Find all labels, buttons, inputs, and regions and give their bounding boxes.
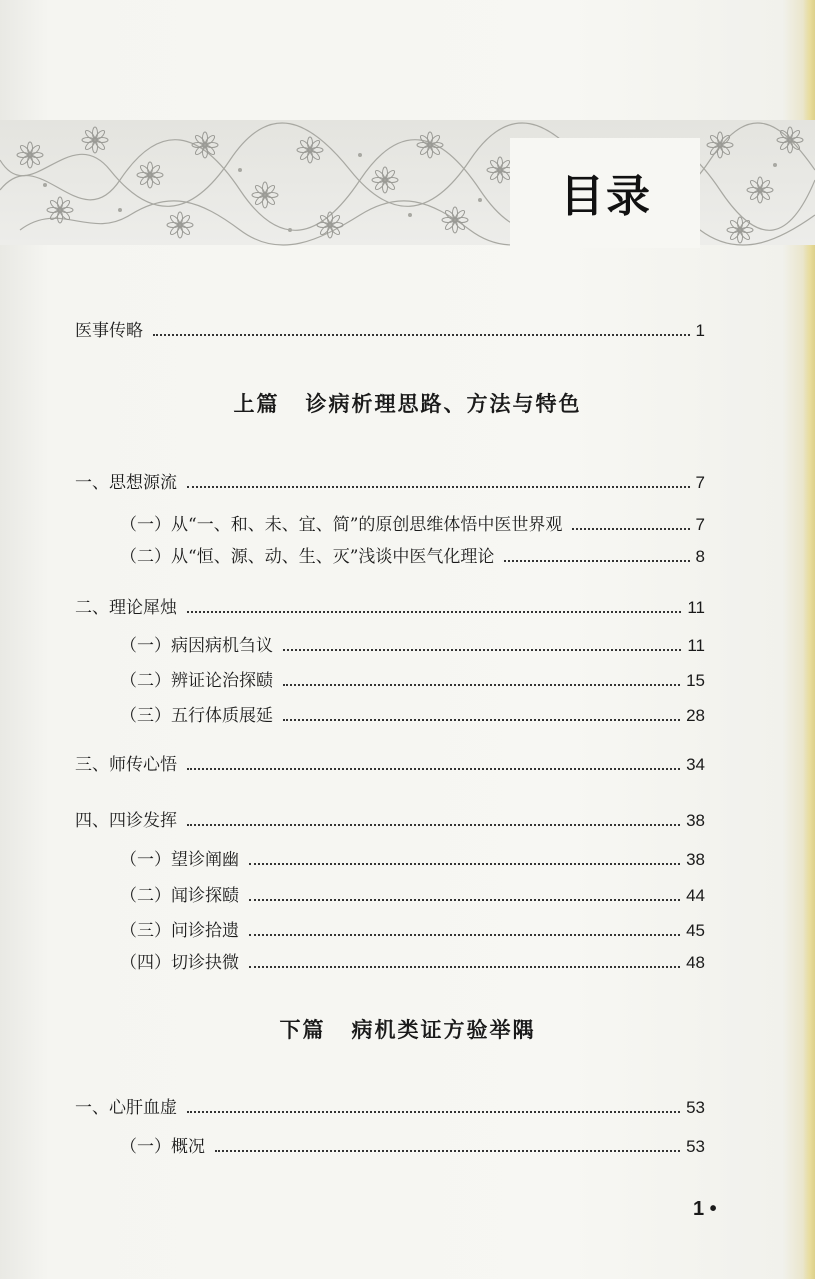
dot-leader: [187, 824, 680, 826]
page-title: 目录: [560, 171, 652, 222]
part-subtitle: 病机类证方验举隅: [351, 1017, 536, 1042]
part-subtitle: 诊病析理思路、方法与特色: [305, 391, 582, 416]
toc-page-number: 38: [686, 850, 705, 869]
toc-entry-label: 医事传略: [75, 321, 143, 341]
toc-entry-front[interactable]: [75, 314, 705, 342]
toc-page-number: 8: [695, 547, 705, 566]
toc-page-number: 28: [686, 706, 705, 725]
toc-page-number: 11: [687, 636, 705, 655]
toc-page-number: 1: [695, 321, 705, 340]
toc-subsection[interactable]: [120, 699, 705, 727]
part-label: 下篇: [279, 1017, 326, 1042]
toc-subsection[interactable]: [120, 629, 705, 657]
toc-entry-label: （二）辨证论治探赜: [120, 671, 273, 691]
dot-leader: [153, 334, 690, 336]
dot-leader: [249, 863, 680, 865]
dot-leader: [249, 966, 680, 968]
toc-entry-label: 二、理论犀烛: [75, 598, 177, 618]
dot-leader: [215, 1150, 680, 1152]
toc-subsection[interactable]: [120, 508, 705, 536]
toc-entry-label: （一）望诊阐幽: [120, 850, 239, 870]
toc-entry-label: 三、师传心悟: [75, 755, 177, 775]
dot-leader: [504, 560, 689, 562]
dot-leader: [187, 611, 681, 613]
page-number: 1 •: [693, 1198, 717, 1220]
toc-entry-label: 四、四诊发挥: [75, 811, 177, 831]
dot-leader: [283, 684, 680, 686]
part-heading-upper: [0, 388, 815, 418]
dot-leader: [283, 649, 681, 651]
toc-entry-label: （二）闻诊探赜: [120, 886, 239, 906]
toc-section[interactable]: [75, 591, 705, 619]
toc-page-number: 15: [686, 671, 705, 690]
dot-leader: [283, 719, 680, 721]
toc-subsection[interactable]: [120, 946, 705, 974]
toc-subsection[interactable]: [120, 664, 705, 692]
toc-page-number: 7: [695, 473, 705, 492]
toc-subsection[interactable]: [120, 879, 705, 907]
toc-entry-label: （三）五行体质展延: [120, 706, 273, 726]
toc-subsection[interactable]: [120, 1130, 705, 1158]
dot-leader: [187, 768, 680, 770]
dot-leader: [572, 528, 689, 530]
part-label: 上篇: [233, 391, 280, 416]
toc-section[interactable]: [75, 1091, 705, 1119]
toc-subsection[interactable]: [120, 540, 705, 568]
toc-page-number: 34: [686, 755, 705, 774]
toc-entry-label: （一）病因病机刍议: [120, 636, 273, 656]
toc-entry-label: （一）从“一、和、未、宜、简”的原创思维体悟中医世界观: [120, 515, 563, 535]
toc-entry-label: （一）概况: [120, 1137, 205, 1157]
toc-page-number: 53: [686, 1098, 705, 1117]
toc-page-number: 11: [687, 598, 705, 617]
toc-section[interactable]: [75, 804, 705, 832]
toc-page-number: 48: [686, 953, 705, 972]
dot-leader: [187, 1111, 680, 1113]
toc-entry-label: （二）从“恒、源、动、生、灭”浅谈中医气化理论: [120, 547, 495, 567]
toc-subsection[interactable]: [120, 843, 705, 871]
toc-page-number: 44: [686, 886, 705, 905]
dot-leader: [187, 486, 690, 488]
toc-page-number: 53: [686, 1137, 705, 1156]
toc-entry-label: （四）切诊抉微: [120, 953, 239, 973]
dot-leader: [249, 899, 680, 901]
toc-entry-label: 一、思想源流: [75, 473, 177, 493]
toc-section[interactable]: [75, 748, 705, 776]
part-heading-lower: [0, 1014, 815, 1044]
toc-page-number: 45: [686, 921, 705, 940]
toc-page-number: 38: [686, 811, 705, 830]
toc-page-number: 7: [695, 515, 705, 534]
toc-entry-label: 一、心肝血虚: [75, 1098, 177, 1118]
toc-section[interactable]: [75, 466, 705, 494]
toc-entry-label: （三）问诊拾遗: [120, 921, 239, 941]
toc-subsection[interactable]: [120, 914, 705, 942]
dot-leader: [249, 934, 680, 936]
